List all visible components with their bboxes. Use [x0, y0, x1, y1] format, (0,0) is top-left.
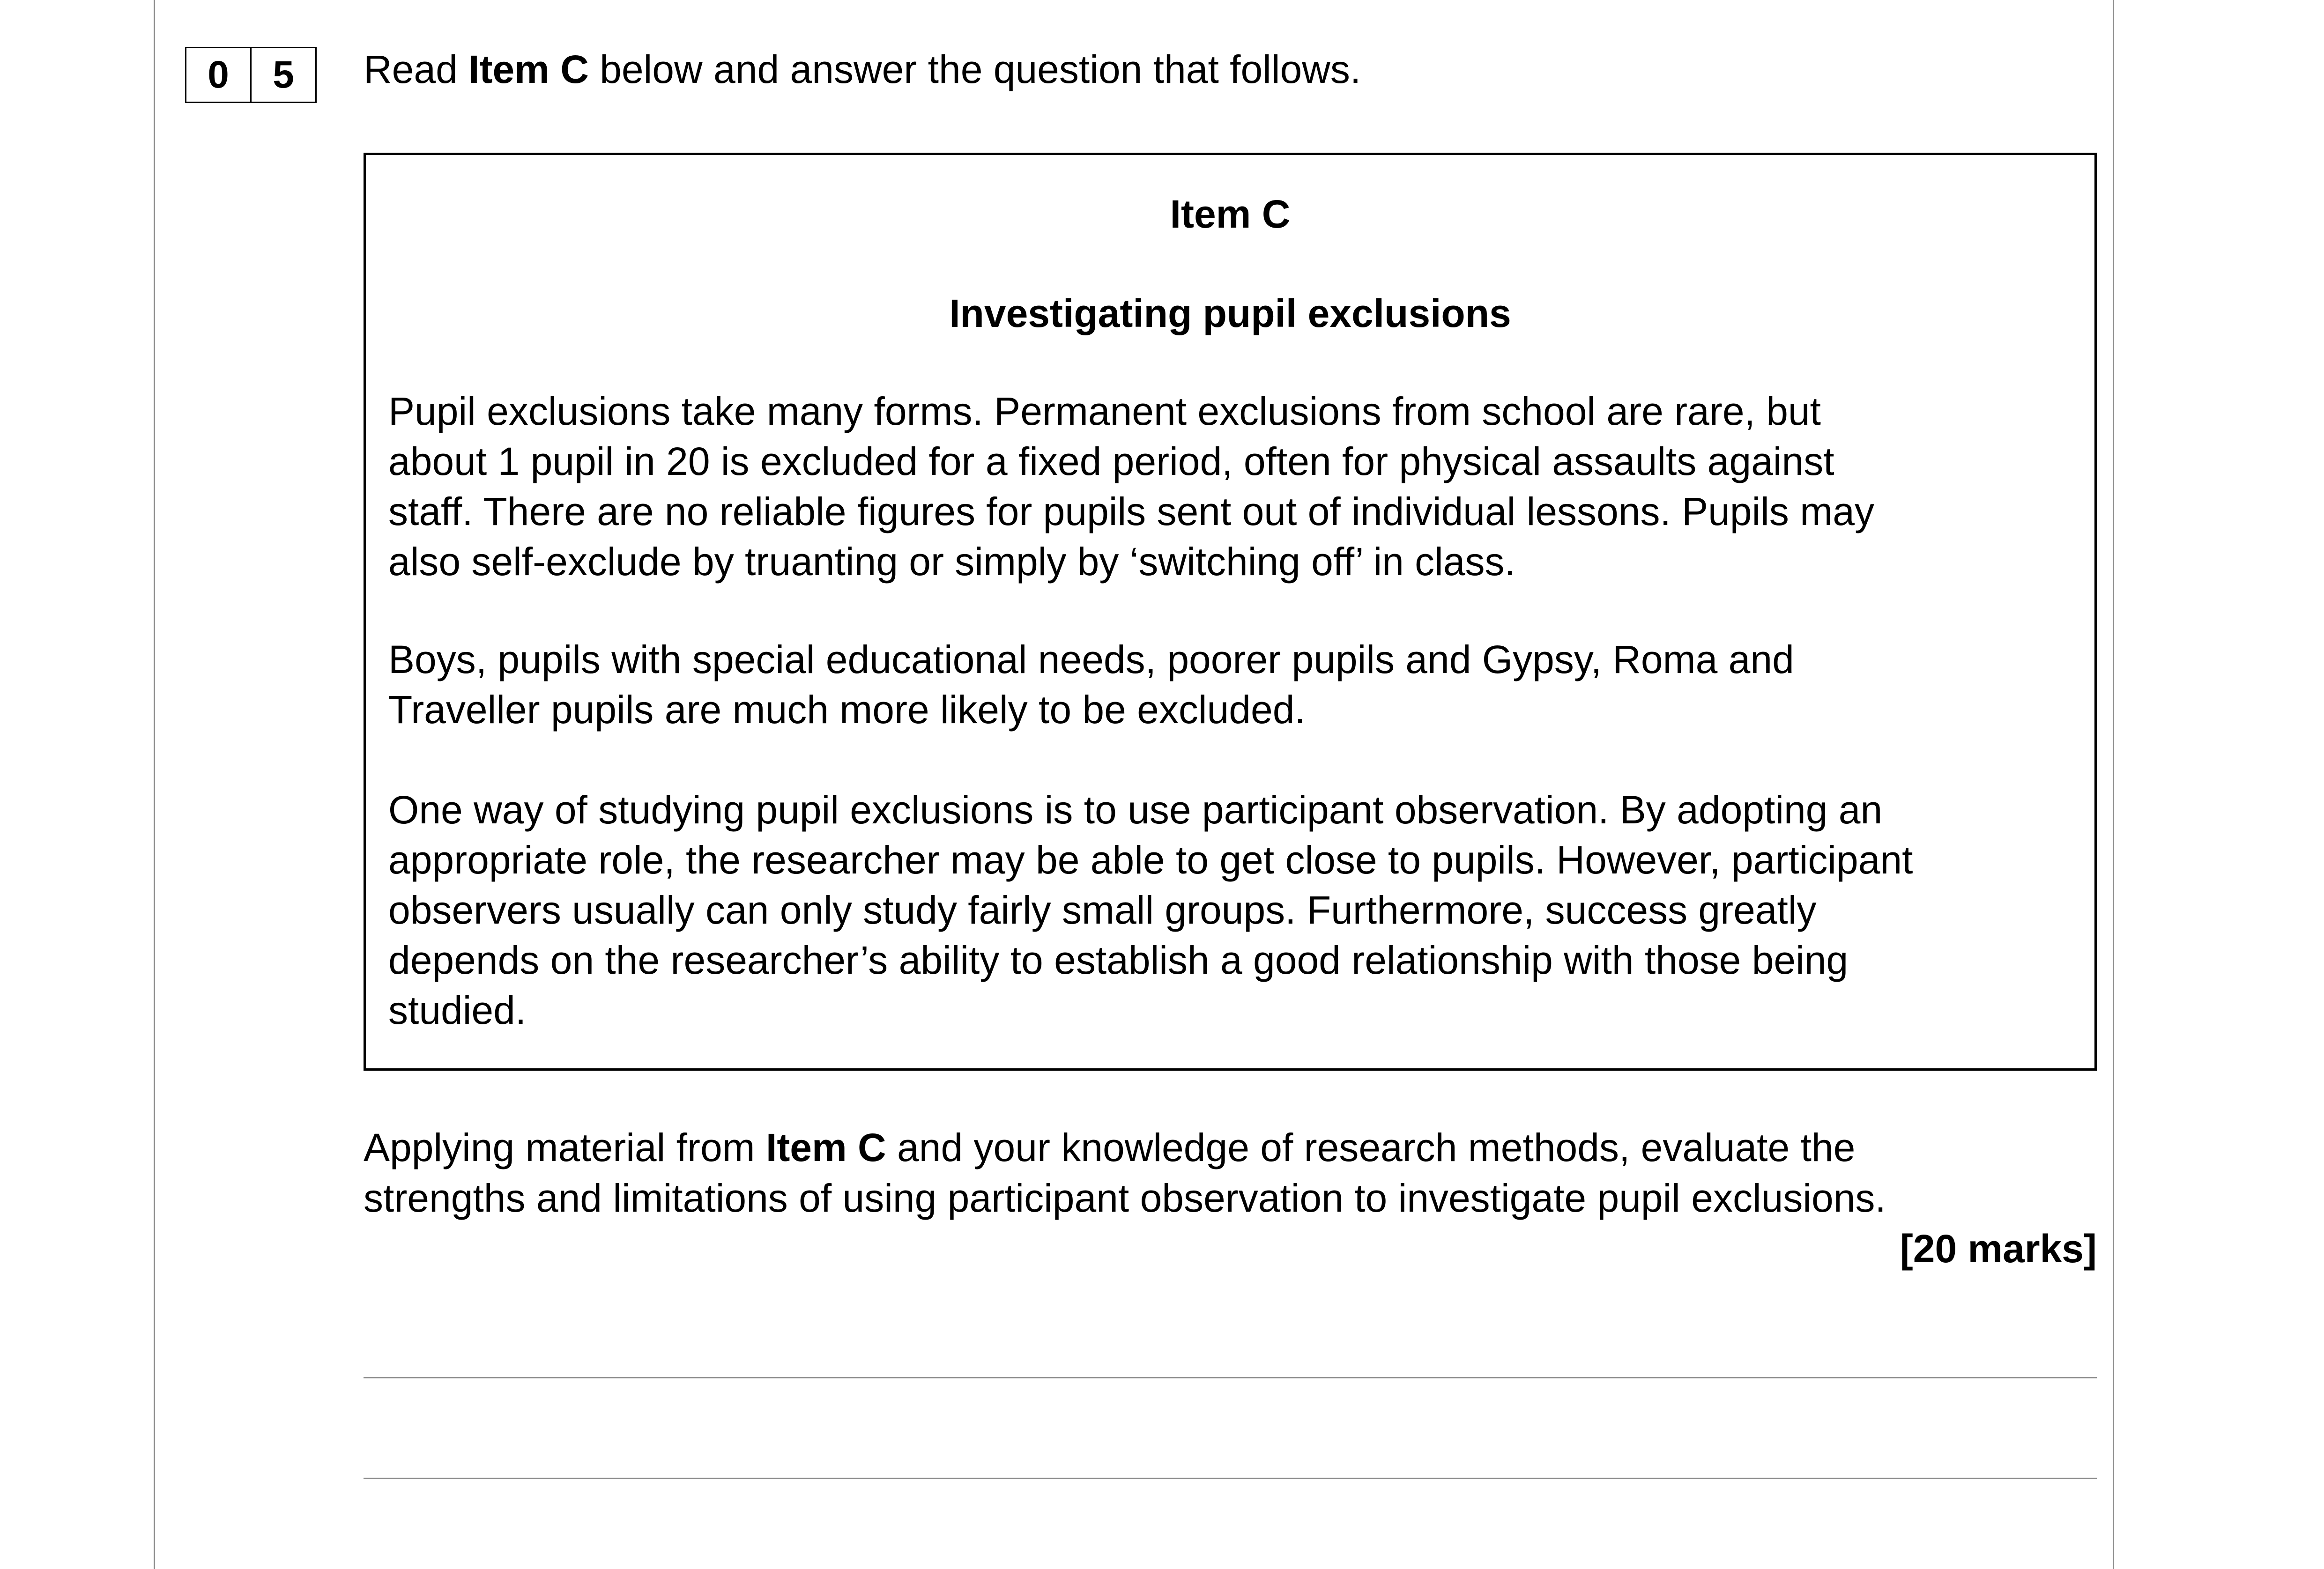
paragraph-line: staff. There are no reliable figures for pupils sent out of individual lessons. Pupils may [388, 489, 1874, 533]
answer-line[interactable] [364, 1377, 2097, 1378]
intro-pre: Read [364, 47, 469, 91]
item-title: Item C [1170, 192, 1291, 236]
left-margin-line [154, 0, 155, 1569]
paragraph-line: also self-exclude by truanting or simply by ‘switching off’ in class. [388, 540, 1515, 584]
question-pre: Applying material from [364, 1125, 766, 1169]
item-paragraph-1 [388, 386, 2076, 587]
item-c-box [364, 153, 2097, 1071]
question-number-digit-2: 5 [250, 48, 315, 102]
answer-line[interactable] [364, 1478, 2097, 1479]
item-paragraph-2 [388, 635, 2076, 735]
paragraph-line: Boys, pupils with special educational needs, poorer pupils and Gypsy, Roma and [388, 637, 1794, 681]
paragraph-line: depends on the researcher’s ability to establish a good relationship with those being [388, 938, 1849, 982]
question-item-ref: Item C [766, 1125, 886, 1169]
paragraph-line: One way of studying pupil exclusions is to use participant observation. By adopting an [388, 788, 1883, 832]
item-paragraph-3 [388, 785, 2076, 1036]
question-number-box [185, 47, 317, 103]
question-intro [364, 43, 1361, 96]
paragraph-line: Traveller pupils are much more likely to be excluded. [388, 688, 1306, 732]
question-post: and your knowledge of research methods, evaluate the [886, 1125, 1856, 1169]
intro-post: below and answer the question that follows. [588, 47, 1361, 91]
marks-label: [20 marks] [1900, 1227, 2097, 1271]
question-text [364, 1122, 1886, 1223]
question-line-1 [364, 1122, 1886, 1173]
paragraph-line: observers usually can only study fairly small groups. Furthermore, success greatly [388, 888, 1817, 932]
paragraph-line: appropriate role, the researcher may be able to get close to pupils. However, participant [388, 838, 1913, 882]
question-line-2: strengths and limitations of using participant observation to investigate pupil exclusions. [364, 1176, 1886, 1220]
paragraph-line: about 1 pupil in 20 is excluded for a fixed period, often for physical assaults against [388, 439, 1834, 483]
right-margin-line [2113, 0, 2114, 1569]
intro-item-ref: Item C [468, 47, 589, 91]
paragraph-line: studied. [388, 988, 527, 1032]
paragraph-line: Pupil exclusions take many forms. Permanent exclusions from school are rare, but [388, 389, 1821, 433]
question-number-digit-1: 0 [208, 53, 229, 96]
item-subtitle: Investigating pupil exclusions [949, 291, 1511, 335]
